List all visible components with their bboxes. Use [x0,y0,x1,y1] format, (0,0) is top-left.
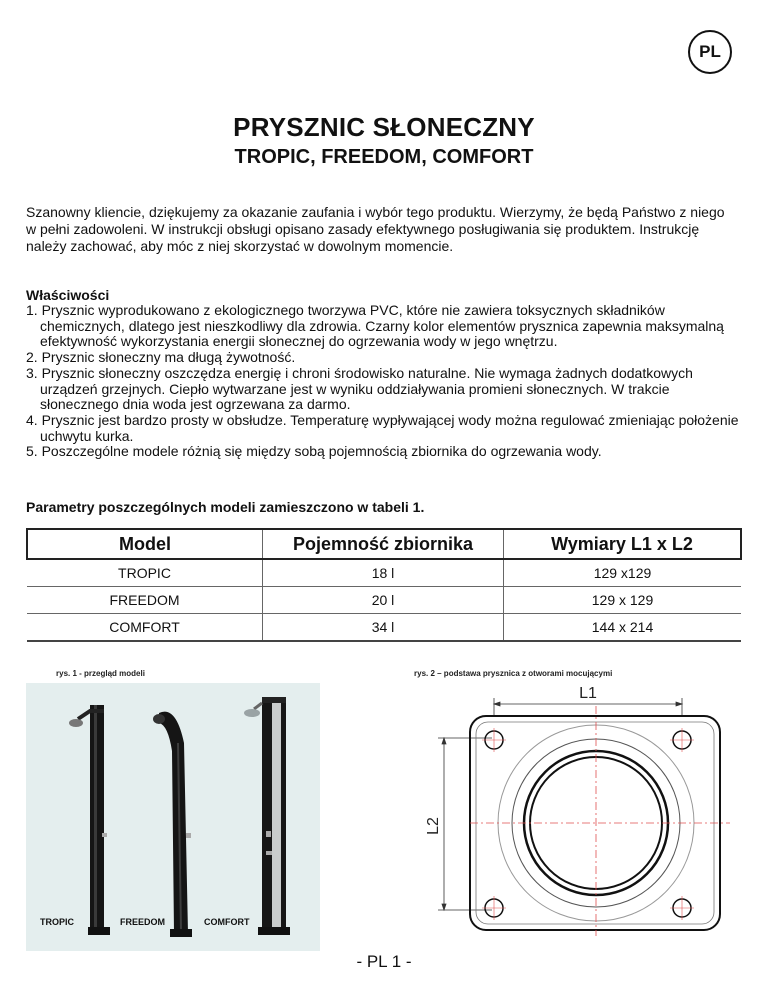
table-cell: 144 x 214 [591,619,654,635]
table-row [27,614,741,642]
shower-models-illustration [26,683,320,951]
table-cell: 20 l [263,587,504,614]
mounting-base-drawing [412,680,742,942]
figure2-caption: rys. 2 – podstawa prysznica z otworami mocującymi [414,669,613,678]
l2-dimension [438,738,492,910]
table-row [27,587,741,614]
list-item: 5. Poszczególne modele różnią się między sobą pojemnością zbiornika do ogrzewania wody. [26,443,602,460]
table-cell: 129 x 129 [591,592,654,608]
l1-label: L1 [579,685,597,702]
list-item: 4. Prysznic jest bardzo prosty w obsłudze. Temperaturę wypływającej wody można regulować zmieniając położenie uchwytu kurka. [26,411,739,444]
table-cell: FREEDOM [27,587,263,614]
tropic-shower-icon [69,705,110,935]
features-list [26,303,746,460]
freedom-shower-icon [153,712,192,937]
list-item: 2. Prysznic słoneczny ma długą żywotność. [26,349,296,366]
table-cell: 18 l [263,559,504,587]
comfort-shower-icon [244,697,290,935]
table-row [27,559,741,587]
figure1-caption: rys. 1 - przegląd modeli [56,669,145,678]
header-capacity: Pojemność zbiornika [263,529,504,559]
features-heading: Właściwości [26,287,110,303]
header-dimensions: Wymiary L1 x L2 [551,533,693,554]
list-item: 3. Prysznic słoneczny oszczędza energię i chroni środowisko naturalne. Nie wymaga żadnych dodatkowych urządzeń grzejnych. Ciepło wytwarzane jest w wyniku oddziaływania promieni słonecznych. W trakcie słonecznego dnia woda jest ogrzewana za darmo. [26,364,693,413]
l2-label: L2 [425,817,442,835]
table-header-row [27,529,741,559]
intro-paragraph: Szanowny kliencie, dziękujemy za okazanie zaufania i wybór tego produktu. Wierzymy, że będą Państwo z niego w pełni zadowoleni. W instrukcji obsługi opisano zasady efektywnego posługiwania się produktem. Instrukcję należy zachować, aby móc z niej skorzystać w dowolnym momencie. [26,204,725,254]
label-tropic: TROPIC [40,917,75,927]
language-badge: PL [688,30,732,74]
label-comfort: COMFORT [204,917,250,927]
table-cell: TROPIC [27,559,263,587]
label-freedom: FREEDOM [120,917,165,927]
page-title: PRYSZNIC SŁONECZNY [233,112,535,142]
list-item: 1. Prysznic wyprodukowano z ekologicznego tworzywa PVC, które nie zawiera toksycznych składników chemicznych, dlatego jest nieszkodliwy dla zdrowia. Czarny kolor elementów prysznica zapewnia maksymalną efektywność wykorzystania energii słonecznej do ogrzewania wody w jego wnętrzu. [26,302,724,350]
table-cell: 129 x129 [593,565,652,581]
page-subtitle: TROPIC, FREEDOM, COMFORT [234,146,534,168]
models-photo [26,683,320,951]
header-model: Model [27,529,263,559]
table-cell: COMFORT [27,614,263,642]
table-caption: Parametry poszczególnych modeli zamieszczono w tabeli 1. [26,499,425,515]
parameters-table [26,528,742,642]
table-cell: 34 l [263,614,504,642]
page-number: - PL 1 - [356,952,412,971]
